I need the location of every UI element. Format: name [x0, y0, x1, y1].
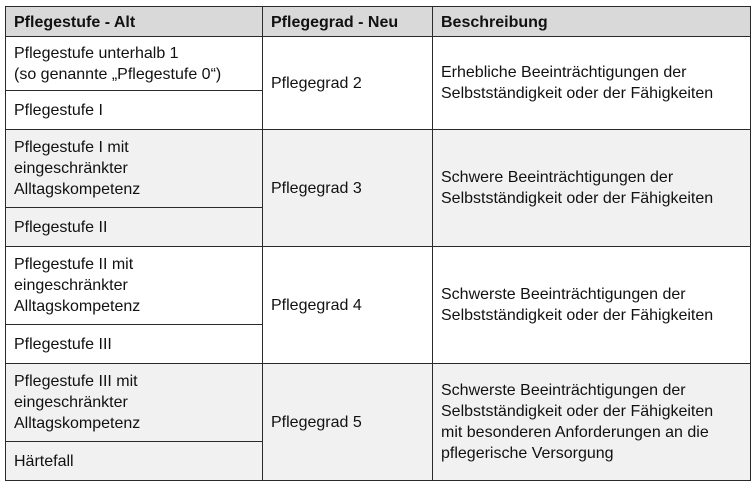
old-level-cell: Pflegestufe II: [6, 208, 263, 247]
header-old-level: Pflegestufe - Alt: [6, 7, 263, 37]
header-description: Beschreibung: [433, 7, 751, 37]
old-level-cell: Pflegestufe III: [6, 325, 263, 364]
new-grade-cell: Pflegegrad 2: [263, 37, 433, 130]
old-level-cell: Pflegestufe I: [6, 91, 263, 130]
old-level-cell: Pflegestufe III mit eingeschränkter Alltagskompetenz: [6, 364, 263, 442]
table-row: [6, 247, 751, 325]
description-cell: Schwerste Beeinträchtigungen der Selbstständigkeit oder der Fähigkeiten: [433, 247, 751, 364]
table-row: [6, 364, 751, 442]
description-cell: Schwerste Beeinträchtigungen der Selbstständigkeit oder der Fähigkeiten mit besonderen Anforderungen an die pflegerische Versorgung: [433, 364, 751, 481]
old-level-cell: Pflegestufe II mit eingeschränkter Alltagskompetenz: [6, 247, 263, 325]
old-level-cell: Pflegestufe I mit eingeschränkter Alltagskompetenz: [6, 130, 263, 208]
table-row: [6, 37, 751, 91]
old-level-cell: Härtefall: [6, 442, 263, 481]
header-row: [6, 7, 751, 37]
header-new-grade: Pflegegrad - Neu: [263, 7, 433, 37]
new-grade-cell: Pflegegrad 4: [263, 247, 433, 364]
new-grade-cell: Pflegegrad 3: [263, 130, 433, 247]
description-cell: Schwere Beeinträchtigungen der Selbstständigkeit oder der Fähigkeiten: [433, 130, 751, 247]
care-level-table: [5, 6, 751, 481]
table-row: [6, 130, 751, 208]
new-grade-cell: Pflegegrad 5: [263, 364, 433, 481]
table-container: [5, 6, 751, 481]
old-level-cell: Pflegestufe unterhalb 1 (so genannte „Pflegestufe 0“): [6, 37, 263, 91]
description-cell: Erhebliche Beeinträchtigungen der Selbstständigkeit oder der Fähigkeiten: [433, 37, 751, 130]
